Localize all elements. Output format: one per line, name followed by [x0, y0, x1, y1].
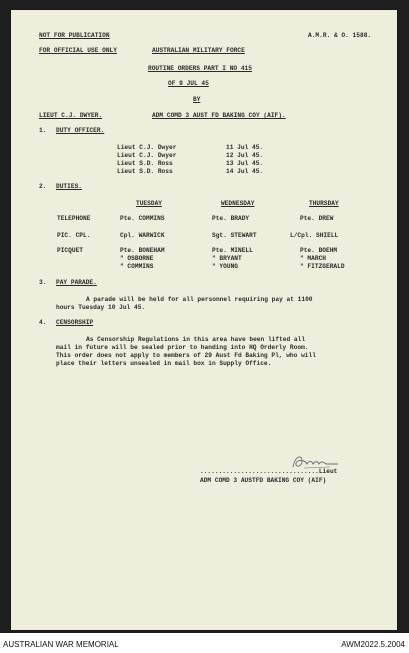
section-number: 3. — [39, 279, 47, 286]
not-for-publication: NOT FOR PUBLICATION — [39, 32, 110, 39]
signature-line: ................................Lieut — [200, 468, 338, 475]
picquet-member: " BRYANT — [212, 255, 242, 262]
duty-assignment: Pte. COMMINS — [120, 215, 165, 222]
issuing-unit: ADM COMD 3 AUST FD BAKING COY (AIF). — [152, 112, 286, 119]
duty-officer-date: 14 Jul 45. — [226, 168, 264, 175]
amr-reference: A.M.R. & O. 1588. — [308, 32, 372, 39]
duty-officer-date: 13 Jul 45. — [226, 160, 264, 167]
picquet-member: " MARCH — [300, 255, 326, 262]
section-number: 2. — [39, 183, 47, 190]
by-label: BY — [193, 96, 201, 103]
footer-institution: AUSTRALIAN WAR MEMORIAL — [3, 640, 119, 649]
section-title-censorship: CENSORSHIP — [56, 319, 94, 326]
duty-assignment: Cpl. WARWICK — [120, 232, 165, 239]
pay-parade-text: hours Tuesday 10 Jul 45. — [56, 304, 146, 311]
censorship-text: mail in future will be sealed prior to handing into HQ Orderly Room. — [56, 344, 309, 351]
picquet-member: Pte. BOEHM — [300, 247, 338, 254]
picquet-member: " YOUNG — [212, 263, 238, 270]
picquet-member: " COMMINS — [120, 263, 154, 270]
official-use-label: FOR OFFICIAL USE ONLY — [39, 47, 117, 54]
routine-orders-title: ROUTINE ORDERS PART I NO 415 — [148, 65, 252, 72]
censorship-text: place their letters unsealed in mail box in Supply Office. — [56, 360, 272, 367]
picquet-member: " FITZGERALD — [300, 263, 345, 270]
censorship-text: As Censorship Regulations in this area have been lifted all — [86, 336, 306, 343]
day-header: TUESDAY — [136, 200, 162, 207]
orders-date: OF 9 JUL 45 — [168, 80, 209, 87]
duty-assignment: L/Cpl. SHIELL — [290, 232, 339, 239]
day-header: WEDNESDAY — [221, 200, 255, 207]
duty-officer-date: 12 Jul 45. — [226, 152, 264, 159]
signature-unit: ADM COMD 3 AUSTFD BAKING COY (AIF) — [200, 477, 327, 484]
issuing-officer: LIEUT C.J. DWYER. — [39, 112, 103, 119]
section-number: 1. — [39, 127, 47, 134]
duty-officer-date: 11 Jul 45. — [226, 144, 264, 151]
duty-label: TELEPHONE — [57, 215, 91, 222]
day-header: THURSDAY — [309, 200, 339, 207]
censorship-text: This order does not apply to members of 29 Aust Fd Baking Pl, who will — [56, 352, 316, 359]
picquet-member: Pte. MINELL — [212, 247, 253, 254]
section-title-pay-parade: PAY PARADE. — [56, 279, 97, 286]
duty-officer-name: Lieut C.J. Dwyer — [117, 152, 177, 159]
force-label: AUSTRALIAN MILITARY FORCE — [152, 47, 245, 54]
picquet-member: " OSBORNE — [120, 255, 154, 262]
footer-accession-number: AWM2022.5.2004 — [341, 640, 405, 649]
picquet-member: Pte. BONEHAM — [120, 247, 165, 254]
pay-parade-text: A parade will be held for all personnel requiring pay at 1100 — [86, 296, 313, 303]
duty-assignment: Sgt. STEWART — [212, 232, 257, 239]
duty-assignment: Pte. BRADY — [212, 215, 250, 222]
duty-officer-name: Lieut S.D. Ross — [117, 160, 173, 167]
duty-label: PICQUET — [57, 247, 83, 254]
section-number: 4. — [39, 319, 47, 326]
section-title-duty-officer: DUTY OFFICER. — [56, 127, 105, 134]
duty-assignment: Pte. DREW — [300, 215, 334, 222]
duty-officer-name: Lieut C.J. Dwyer — [117, 144, 177, 151]
duty-label: PIC. CPL. — [57, 232, 91, 239]
duty-officer-name: Lieut S.D. Ross — [117, 168, 173, 175]
section-title-duties: DUTIES. — [56, 183, 82, 190]
